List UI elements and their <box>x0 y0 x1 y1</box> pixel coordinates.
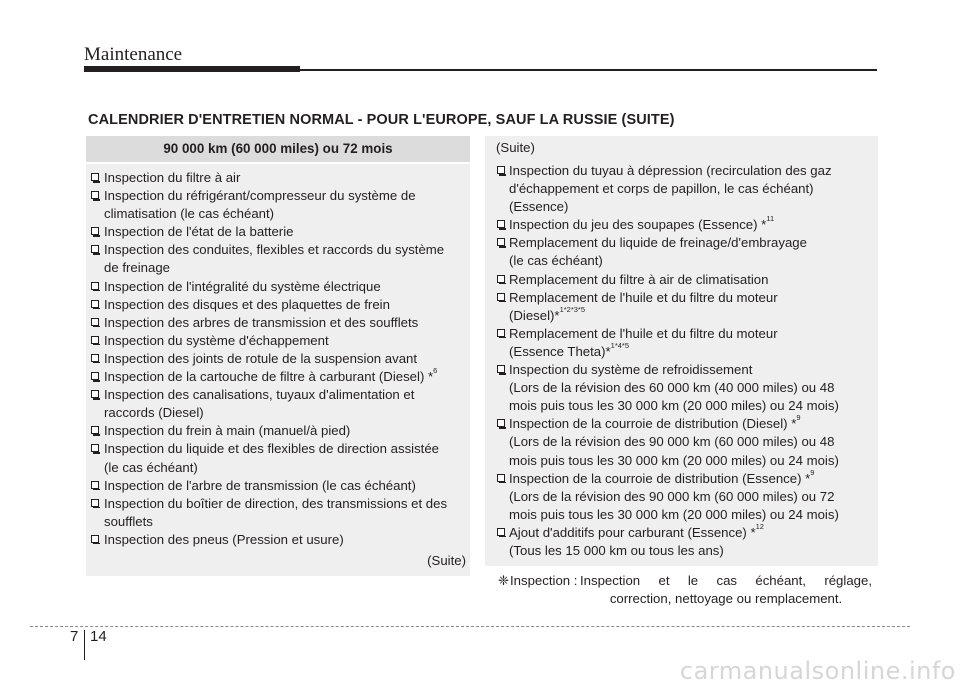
checkbox-icon <box>91 535 99 543</box>
checkbox-icon <box>497 166 505 174</box>
checklist-item: Inspection de la courroie de distribution (Essence) *$^9$ (Lors de la révision des 90 000 km (60 000 miles) ou 72 mois puis tous les 30 000 km (20 000 miles) ou 24 mois) <box>485 470 878 524</box>
checkbox-icon <box>497 365 505 373</box>
footnote-ref: 11 <box>766 214 775 224</box>
checkbox-icon <box>497 275 505 283</box>
checklist-item: Inspection du jeu des soupapes (Essence) *$^{11}$ <box>485 216 878 234</box>
checklist-item: Inspection de la courroie de distribution (Diesel) *$^9$ (Lors de la révision des 90 000 km (60 000 miles) ou 48 mois puis tous les 30 000 km (20 000 miles) ou 24 mois) <box>485 415 878 469</box>
checklist-item: Remplacement de l'huile et du filtre du moteur (Diesel)*$^{1*2*3*5}$ <box>485 289 878 325</box>
chapter-number: 7 <box>70 628 79 645</box>
continued-label: (Suite) <box>427 553 466 568</box>
checklist-item: Inspection du tuyau à dépression (recirculation des gaz d'échappement et corps de papillon, le cas échéant) (Essence) <box>485 162 878 216</box>
checkbox-icon <box>91 499 99 507</box>
footer-dashed-rule <box>30 626 910 627</box>
right-checklist <box>485 158 878 560</box>
checklist-item: Inspection de l'arbre de transmission (le cas échéant) <box>86 477 470 495</box>
header-rule-thin <box>300 69 877 71</box>
note-label: Inspection : <box>510 573 578 588</box>
checklist-item: Remplacement du filtre à air de climatisation <box>485 271 878 289</box>
checklist-item: Inspection du système d'échappement <box>86 332 470 350</box>
checklist-item: Ajout d'additifs pour carburant (Essence) *$^{12}$ (Tous les 15 000 km ou tous les ans) <box>485 524 878 560</box>
checklist-item: Inspection du système de refroidissement (Lors de la révision des 60 000 km (40 000 miles) ou 48 mois puis tous les 30 000 km (20 000 miles) ou 24 mois) <box>485 361 878 415</box>
footer-divider <box>84 630 85 660</box>
footnote-ref: 12 <box>755 521 764 531</box>
header-rule-thick <box>84 66 300 72</box>
right-column <box>485 136 878 566</box>
checklist-item: Inspection de la cartouche de filtre à carburant (Diesel) *$^6$ <box>86 368 470 386</box>
checklist-item: Inspection des pneus (Pression et usure) <box>86 531 470 549</box>
checkbox-icon <box>497 293 505 301</box>
checkbox-icon <box>91 481 99 489</box>
checklist-item: Remplacement de l'huile et du filtre du moteur (Essence Theta)*$^{1*4*5}$ <box>485 325 878 361</box>
checkbox-icon <box>91 390 99 398</box>
checkbox-icon <box>497 474 505 482</box>
footnote-ref: 1*4*5 <box>610 340 630 350</box>
watermark: carmanualsonline.info <box>679 657 956 685</box>
checklist-item: Inspection du boîtier de direction, des transmissions et des soufflets <box>86 495 470 531</box>
checkbox-icon <box>497 528 505 536</box>
checkbox-icon <box>91 426 99 434</box>
page-header-title: Maintenance <box>84 44 183 65</box>
checkbox-icon <box>497 220 505 228</box>
checkbox-icon <box>91 300 99 308</box>
section-title: CALENDRIER D'ENTRETIEN NORMAL - POUR L'EUROPE, SAUF LA RUSSIE (SUITE) <box>88 112 675 128</box>
footnote-ref: 6 <box>433 366 438 376</box>
footnote-ref: 9 <box>796 413 801 423</box>
checkbox-icon <box>91 245 99 253</box>
checkbox-icon <box>91 318 99 326</box>
footnote-ref: 1*2*3*5 <box>559 304 586 314</box>
checklist-item: Inspection du réfrigérant/compresseur du système de climatisation (le cas échéant) <box>86 187 470 223</box>
footnote-ref: 9 <box>810 467 815 477</box>
checkbox-icon <box>91 336 99 344</box>
checklist-item: Inspection de l'état de la batterie <box>86 223 470 241</box>
checklist-item: Inspection des arbres de transmission et des soufflets <box>86 314 470 332</box>
checkbox-icon <box>497 419 505 427</box>
continued-label: (Suite) <box>496 140 535 155</box>
checkbox-icon <box>91 372 99 380</box>
checkbox-icon <box>91 173 99 181</box>
checklist-item: Inspection du liquide et des flexibles de direction assistée (le cas échéant) <box>86 440 470 476</box>
checklist-item: Inspection des joints de rotule de la suspension avant <box>86 350 470 368</box>
checkbox-icon <box>497 238 505 246</box>
checklist-item: Inspection des conduites, flexibles et raccords du système de freinage <box>86 241 470 277</box>
checklist-item: Remplacement du liquide de freinage/d'embrayage (le cas échéant) <box>485 234 878 270</box>
checklist-item: Inspection des disques et des plaquettes de frein <box>86 296 470 314</box>
note-symbol-icon: ❈ <box>498 573 510 588</box>
left-checklist <box>86 164 470 549</box>
left-column <box>86 136 470 576</box>
checkbox-icon <box>91 444 99 452</box>
note-text-line-2: correction, nettoyage ou remplacement. <box>609 591 843 606</box>
checkbox-icon <box>91 191 99 199</box>
checklist-item: Inspection du frein à main (manuel/à pied) <box>86 422 470 440</box>
left-column-header: 90 000 km (60 000 miles) ou 72 mois <box>86 136 470 164</box>
checkbox-icon <box>91 282 99 290</box>
checklist-item: Inspection du filtre à air <box>86 169 470 187</box>
checklist-item: Inspection de l'intégralité du système électrique <box>86 278 470 296</box>
checkbox-icon <box>91 354 99 362</box>
checkbox-icon <box>91 227 99 235</box>
checkbox-icon <box>497 329 505 337</box>
checklist-item: Inspection des canalisations, tuyaux d'alimentation et raccords (Diesel) <box>86 386 470 422</box>
page-number: 14 <box>90 628 107 645</box>
note-text-line-1: Inspection et le cas échéant, réglage, <box>580 573 872 588</box>
